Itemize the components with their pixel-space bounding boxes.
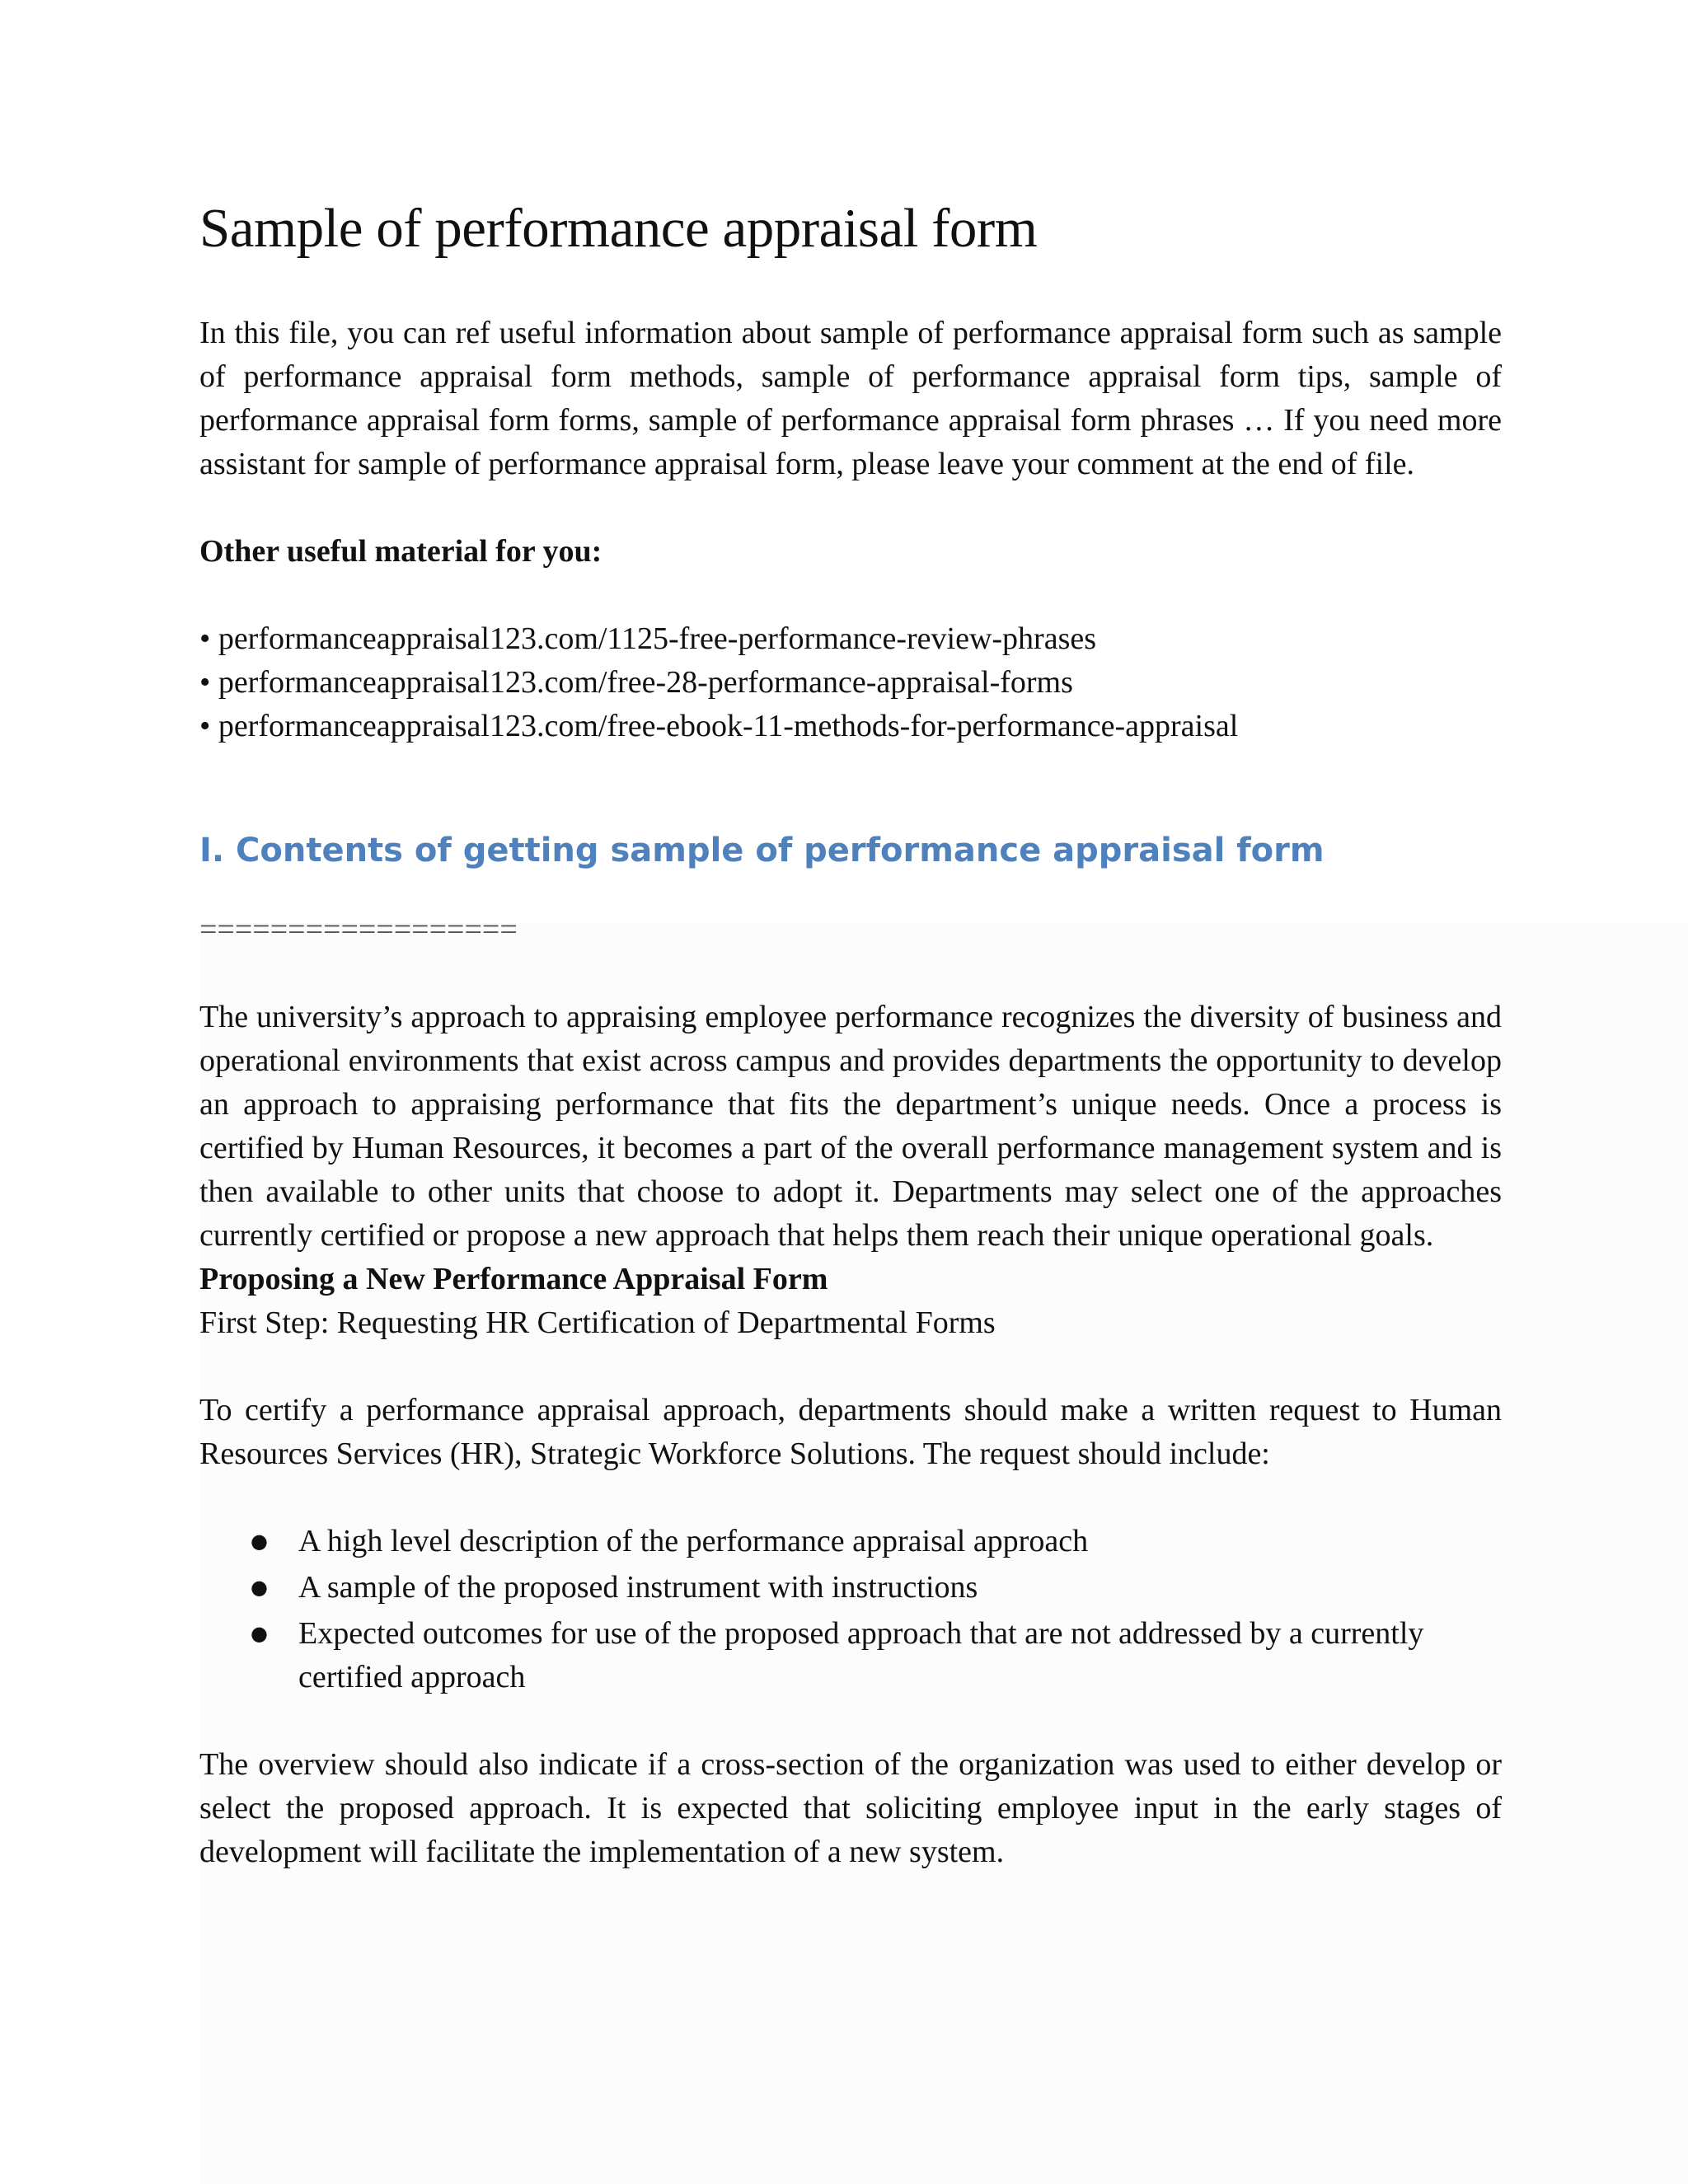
intro-paragraph: In this file, you can ref useful information about sample of performance appraisal form such as sample of performance appraisal form methods, sample of performance appraisal form tips, sample of performance appraisal form forms, sample of performance appraisal form phrases … If you need more assistant for sample of performance appraisal form, please leave your comment at the end of file. [199, 316, 1502, 481]
useful-link[interactable]: • performanceappraisal123.com/free-28-performance-appraisal-forms [199, 661, 1502, 705]
proposing-heading: Proposing a New Performance Appraisal Form [199, 1262, 828, 1296]
useful-link[interactable]: • performanceappraisal123.com/free-ebook-11-methods-for-performance-appraisal [199, 705, 1502, 748]
useful-link[interactable]: • performanceappraisal123.com/1125-free-performance-review-phrases [199, 617, 1502, 661]
document-title: Sample of performance appraisal form [199, 198, 1038, 259]
useful-links-list [199, 617, 1502, 748]
other-material-heading: Other useful material for you: [199, 534, 603, 569]
request-requirements-list [199, 1520, 1502, 1699]
list-item: ● A high level description of the performance appraisal approach [298, 1520, 1502, 1563]
document-content [199, 191, 1502, 1874]
section-heading: I. Contents of getting sample of performance appraisal form [199, 832, 1325, 869]
list-item: ● Expected outcomes for use of the proposed approach that are not addressed by a currently certified approach [298, 1612, 1502, 1699]
body-paragraph-3: The overview should also indicate if a cross-section of the organization was used to either develop or select the proposed approach. It is expected that soliciting employee input in the early stages of development will facilitate the implementation of a new system. [199, 1747, 1502, 1869]
body-paragraph-2: To certify a performance appraisal approach, departments should make a written request to Human Resources Services (HR), Strategic Workforce Solutions. The request should include: [199, 1393, 1502, 1471]
list-item: ● A sample of the proposed instrument with instructions [298, 1566, 1502, 1610]
divider-line: ================== [199, 912, 518, 947]
body-paragraph-1: The university’s approach to appraising employee performance recognizes the diversity of business and operational environments that exist across campus and provides departments the opportunity to develop an approach to appraising performance that fits the department’s unique needs. Once a process is certified by Human Resources, it becomes a part of the overall performance management system and is then available to other units that choose to adopt it. Departments may select one of the approaches currently certified or propose a new approach that helps them reach their unique operational goals. [199, 1000, 1502, 1253]
first-step-line: First Step: Requesting HR Certification of Departmental Forms [199, 1305, 996, 1340]
